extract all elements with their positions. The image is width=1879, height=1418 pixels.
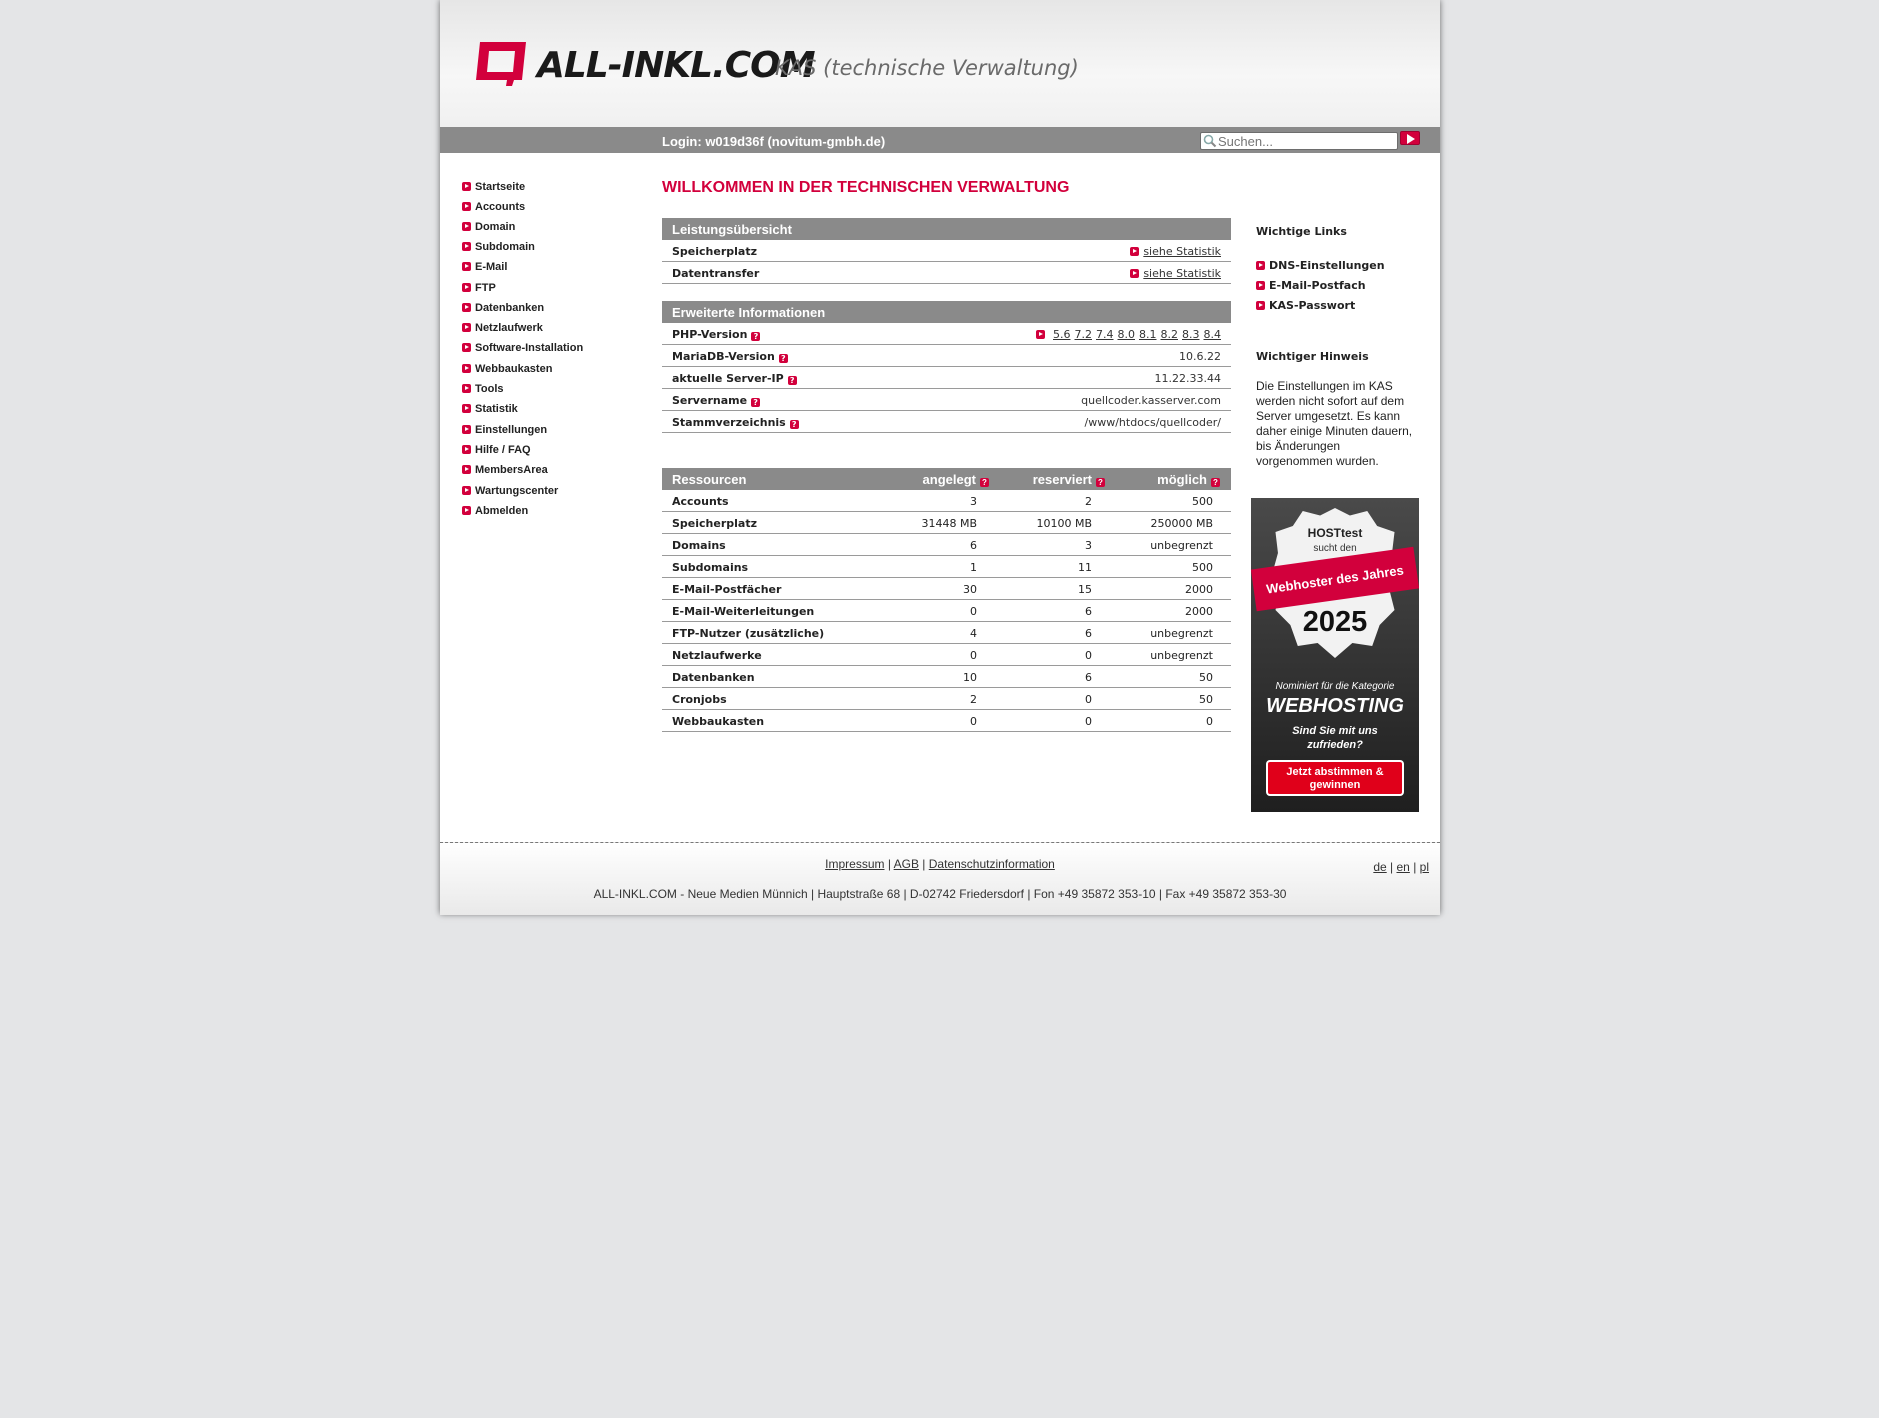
php-version-link[interactable]: 8.2 <box>1160 328 1178 341</box>
table-cell: 0 <box>970 605 977 618</box>
table-cell: 10.6.22 <box>1179 350 1221 363</box>
php-version-link[interactable]: 7.4 <box>1096 328 1114 341</box>
arrow-bullet-icon <box>1256 281 1265 290</box>
php-version-link[interactable]: 8.4 <box>1203 328 1221 341</box>
nav-item-accounts[interactable]: Accounts <box>462 201 525 219</box>
table-row <box>662 490 1231 512</box>
help-icon[interactable]: ? <box>1096 478 1105 487</box>
table-cell: 500 <box>1192 495 1213 508</box>
question-text: Sind Sie mit uns zufrieden? <box>1292 725 1378 751</box>
arrow-bullet-icon <box>462 343 471 352</box>
table-cell: E-Mail-Weiterleitungen <box>672 605 815 618</box>
nav-item-statistik[interactable]: Statistik <box>462 403 518 421</box>
nav-item-datenbanken[interactable]: Datenbanken <box>462 302 544 320</box>
help-icon[interactable]: ? <box>751 398 760 407</box>
login-info: Login: w019d36f (novitum-gmbh.de) <box>662 134 886 149</box>
table-row <box>662 240 1231 262</box>
php-version-link[interactable]: 5.6 <box>1053 328 1071 341</box>
arrow-bullet-icon <box>462 222 471 231</box>
arrow-bullet-icon <box>462 465 471 474</box>
table-row <box>662 666 1231 688</box>
impressum-link[interactable]: Impressum <box>825 857 885 871</box>
table-row <box>662 600 1231 622</box>
table-row <box>662 622 1231 644</box>
table-row <box>662 556 1231 578</box>
table-cell: unbegrenzt <box>1150 627 1213 640</box>
nav-item-startseite[interactable]: Startseite <box>462 181 525 199</box>
help-icon[interactable]: ? <box>788 376 797 385</box>
language-switcher: de | en | pl <box>1373 860 1429 874</box>
logo-icon <box>476 42 526 86</box>
table-cell: Domains <box>672 539 726 552</box>
nav-item-netzlaufwerk[interactable]: Netzlaufwerk <box>462 322 543 340</box>
help-icon[interactable]: ? <box>751 332 760 341</box>
table-cell: 6 <box>1085 627 1092 640</box>
arrow-bullet-icon <box>462 445 471 454</box>
table-cell: unbegrenzt <box>1150 649 1213 662</box>
kas-title: KAS (technische Verwaltung) <box>775 56 1079 80</box>
arrow-bullet-icon <box>1036 330 1045 339</box>
table-cell: PHP-Version <box>672 328 748 341</box>
agb-link[interactable]: AGB <box>893 857 919 871</box>
table-cell: 50 <box>1199 693 1213 706</box>
help-icon[interactable]: ? <box>790 420 799 429</box>
arrow-bullet-icon <box>462 506 471 515</box>
lang-de-link[interactable]: de <box>1373 860 1387 874</box>
lang-pl-link[interactable]: pl <box>1419 860 1429 874</box>
search-input[interactable] <box>1218 133 1393 149</box>
table-row <box>662 578 1231 600</box>
search-button[interactable] <box>1400 131 1420 145</box>
arrow-bullet-icon <box>1256 301 1265 310</box>
nav-item-email[interactable]: E-Mail <box>462 261 507 279</box>
table-cell: 2000 <box>1185 583 1213 596</box>
table-cell: 500 <box>1192 561 1213 574</box>
nominated-text: Nominiert für die Kategorie <box>1275 681 1395 692</box>
table-cell: 2 <box>1085 495 1092 508</box>
nav-item-webbaukasten[interactable]: Webbaukasten <box>462 363 552 381</box>
extended-info-table <box>662 301 1231 433</box>
nav-item-ftp[interactable]: FTP <box>462 282 496 300</box>
table-cell: 10 <box>963 671 977 684</box>
table-cell: 0 <box>1085 693 1092 706</box>
kas-password-link[interactable]: KAS-Passwort <box>1256 299 1355 312</box>
php-version-link[interactable]: 8.1 <box>1139 328 1157 341</box>
table-cell: 50 <box>1199 671 1213 684</box>
help-icon[interactable]: ? <box>980 478 989 487</box>
table-cell: 250000 MB <box>1150 517 1213 530</box>
table-cell: 2 <box>970 693 977 706</box>
table-row <box>662 512 1231 534</box>
table-cell: 10100 MB <box>1036 517 1092 530</box>
arrow-bullet-icon <box>462 242 471 251</box>
table-cell: E-Mail-Postfächer <box>672 583 782 596</box>
performance-table <box>662 218 1231 284</box>
nav-item-domain[interactable]: Domain <box>462 221 515 239</box>
table-cell: quellcoder.kasserver.com <box>1081 394 1221 407</box>
arrow-bullet-icon <box>462 486 471 495</box>
table-cell: Datentransfer <box>672 267 760 280</box>
vote-banner[interactable] <box>1251 498 1419 812</box>
email-mailbox-link[interactable]: E-Mail-Postfach <box>1256 279 1366 292</box>
table-cell: 0 <box>1085 715 1092 728</box>
table-cell: 4 <box>970 627 977 640</box>
table-header: Ressourcen angelegt ? reserviert ? möglich ? <box>662 468 1231 490</box>
arrow-bullet-icon <box>1256 261 1265 270</box>
search-box <box>1200 132 1398 150</box>
page-title: WILLKOMMEN IN DER TECHNISCHEN VERWALTUNG <box>662 179 1070 196</box>
table-cell: 3 <box>970 495 977 508</box>
footer-links: Impressum | AGB | Datenschutzinformation <box>825 857 1055 871</box>
php-version-link[interactable]: 8.3 <box>1182 328 1200 341</box>
dns-settings-link[interactable]: DNS-Einstellungen <box>1256 259 1385 272</box>
nav-item-tools[interactable]: Tools <box>462 383 504 401</box>
page-container <box>440 0 1440 914</box>
table-cell: Accounts <box>672 495 729 508</box>
table-row <box>662 534 1231 556</box>
table-row <box>662 323 1231 345</box>
search-icon <box>1203 134 1217 148</box>
help-icon[interactable]: ? <box>1211 478 1220 487</box>
table-cell: FTP-Nutzer (zusätzliche) <box>672 627 825 640</box>
table-cell: 11 <box>1078 561 1092 574</box>
table-cell: Speicherplatz <box>672 517 757 530</box>
vote-button[interactable]: Jetzt abstimmen & gewinnen <box>1266 760 1404 796</box>
php-version-link[interactable]: 8.0 <box>1117 328 1135 341</box>
arrow-bullet-icon <box>462 425 471 434</box>
table-cell: Datenbanken <box>672 671 755 684</box>
nav-item-abmelden[interactable]: Abmelden <box>462 505 528 523</box>
statistics-link[interactable]: siehe Statistik <box>1143 267 1221 280</box>
arrow-bullet-icon <box>462 262 471 271</box>
table-cell: 2000 <box>1185 605 1213 618</box>
php-version-link[interactable]: 7.2 <box>1074 328 1092 341</box>
arrow-bullet-icon <box>462 323 471 332</box>
table-cell: Stammverzeichnis <box>672 416 786 429</box>
table-cell: 6 <box>1085 605 1092 618</box>
ribbon-text: Webhoster des Jahres <box>1265 562 1405 597</box>
footer <box>440 842 1440 915</box>
table-cell: 0 <box>1206 715 1213 728</box>
statistics-link[interactable]: siehe Statistik <box>1143 245 1221 258</box>
badge-year: 2025 <box>1302 606 1368 638</box>
table-cell: 31448 MB <box>921 517 977 530</box>
table-cell: 6 <box>970 539 977 552</box>
table-cell: unbegrenzt <box>1150 539 1213 552</box>
banner-subtitle: sucht den <box>1313 543 1357 554</box>
footer-address: ALL-INKL.COM - Neue Medien Münnich | Hauptstraße 68 | D-02742 Friedersdorf | Fon +49 35872 353-10 | Fax +49 35872 353-30 <box>593 887 1287 901</box>
table-header: Leistungsübersicht <box>662 218 1231 240</box>
table-cell: /www/htdocs/quellcoder/ <box>1084 416 1221 429</box>
top-bar <box>440 127 1440 153</box>
table-cell: 6 <box>1085 671 1092 684</box>
table-cell: 30 <box>963 583 977 596</box>
nav-item-membersarea[interactable]: MembersArea <box>462 464 548 482</box>
privacy-link[interactable]: Datenschutzinformation <box>928 857 1055 871</box>
arrow-bullet-icon <box>462 182 471 191</box>
table-row <box>662 367 1231 389</box>
table-cell: Subdomains <box>672 561 749 574</box>
table-cell: 1 <box>970 561 977 574</box>
table-cell: 0 <box>970 649 977 662</box>
table-cell: 15 <box>1078 583 1092 596</box>
arrow-bullet-icon <box>1130 247 1139 256</box>
help-icon[interactable]: ? <box>779 354 788 363</box>
table-cell: Webbaukasten <box>672 715 765 728</box>
arrow-bullet-icon <box>462 384 471 393</box>
table-cell: 3 <box>1085 539 1092 552</box>
lang-en-link[interactable]: en <box>1396 860 1410 874</box>
nav-item-subdomain[interactable]: Subdomain <box>462 241 535 259</box>
table-cell: Netzlaufwerke <box>672 649 762 662</box>
resources-table <box>662 468 1231 732</box>
arrow-right-icon <box>1407 134 1415 144</box>
table-row <box>662 688 1231 710</box>
arrow-bullet-icon <box>462 202 471 211</box>
nav-item-software-installation[interactable]: Software-Installation <box>462 342 583 360</box>
table-cell: 0 <box>970 715 977 728</box>
table-row <box>662 644 1231 666</box>
table-row <box>662 411 1231 433</box>
table-cell: 11.22.33.44 <box>1154 372 1221 385</box>
table-cell: Speicherplatz <box>672 245 757 258</box>
category-text: WEBHOSTING <box>1266 695 1404 717</box>
important-hint-title: Wichtiger Hinweis <box>1256 350 1369 363</box>
important-links-title: Wichtige Links <box>1256 225 1347 238</box>
table-cell: MariaDB-Version <box>672 350 775 363</box>
table-row <box>662 345 1231 367</box>
arrow-bullet-icon <box>1130 269 1139 278</box>
table-row <box>662 389 1231 411</box>
table-cell: aktuelle Server-IP <box>672 372 784 385</box>
arrow-bullet-icon <box>462 364 471 373</box>
important-hint-text: Die Einstellungen im KAS werden nicht sofort auf dem Server umgesetzt. Es kann daher einige Minuten dauern, bis Änderungen vorgenommen wurden. <box>1256 379 1413 468</box>
nav-item-einstellungen[interactable]: Einstellungen <box>462 424 547 442</box>
nav-item-wartungscenter[interactable]: Wartungscenter <box>462 485 558 503</box>
table-header: Erweiterte Informationen <box>662 301 1231 323</box>
header <box>440 0 1440 127</box>
arrow-bullet-icon <box>462 404 471 413</box>
table-cell: Servername <box>672 394 748 407</box>
hosttest-logo: HOSTtest <box>1307 526 1363 540</box>
table-cell: 0 <box>1085 649 1092 662</box>
arrow-bullet-icon <box>462 283 471 292</box>
table-cell: Cronjobs <box>672 693 727 706</box>
table-row <box>662 262 1231 284</box>
logo-text[interactable]: ALL-INKL.COM <box>537 45 815 86</box>
table-row <box>662 710 1231 732</box>
arrow-bullet-icon <box>462 303 471 312</box>
nav-item-hilfe-faq[interactable]: Hilfe / FAQ <box>462 444 531 462</box>
